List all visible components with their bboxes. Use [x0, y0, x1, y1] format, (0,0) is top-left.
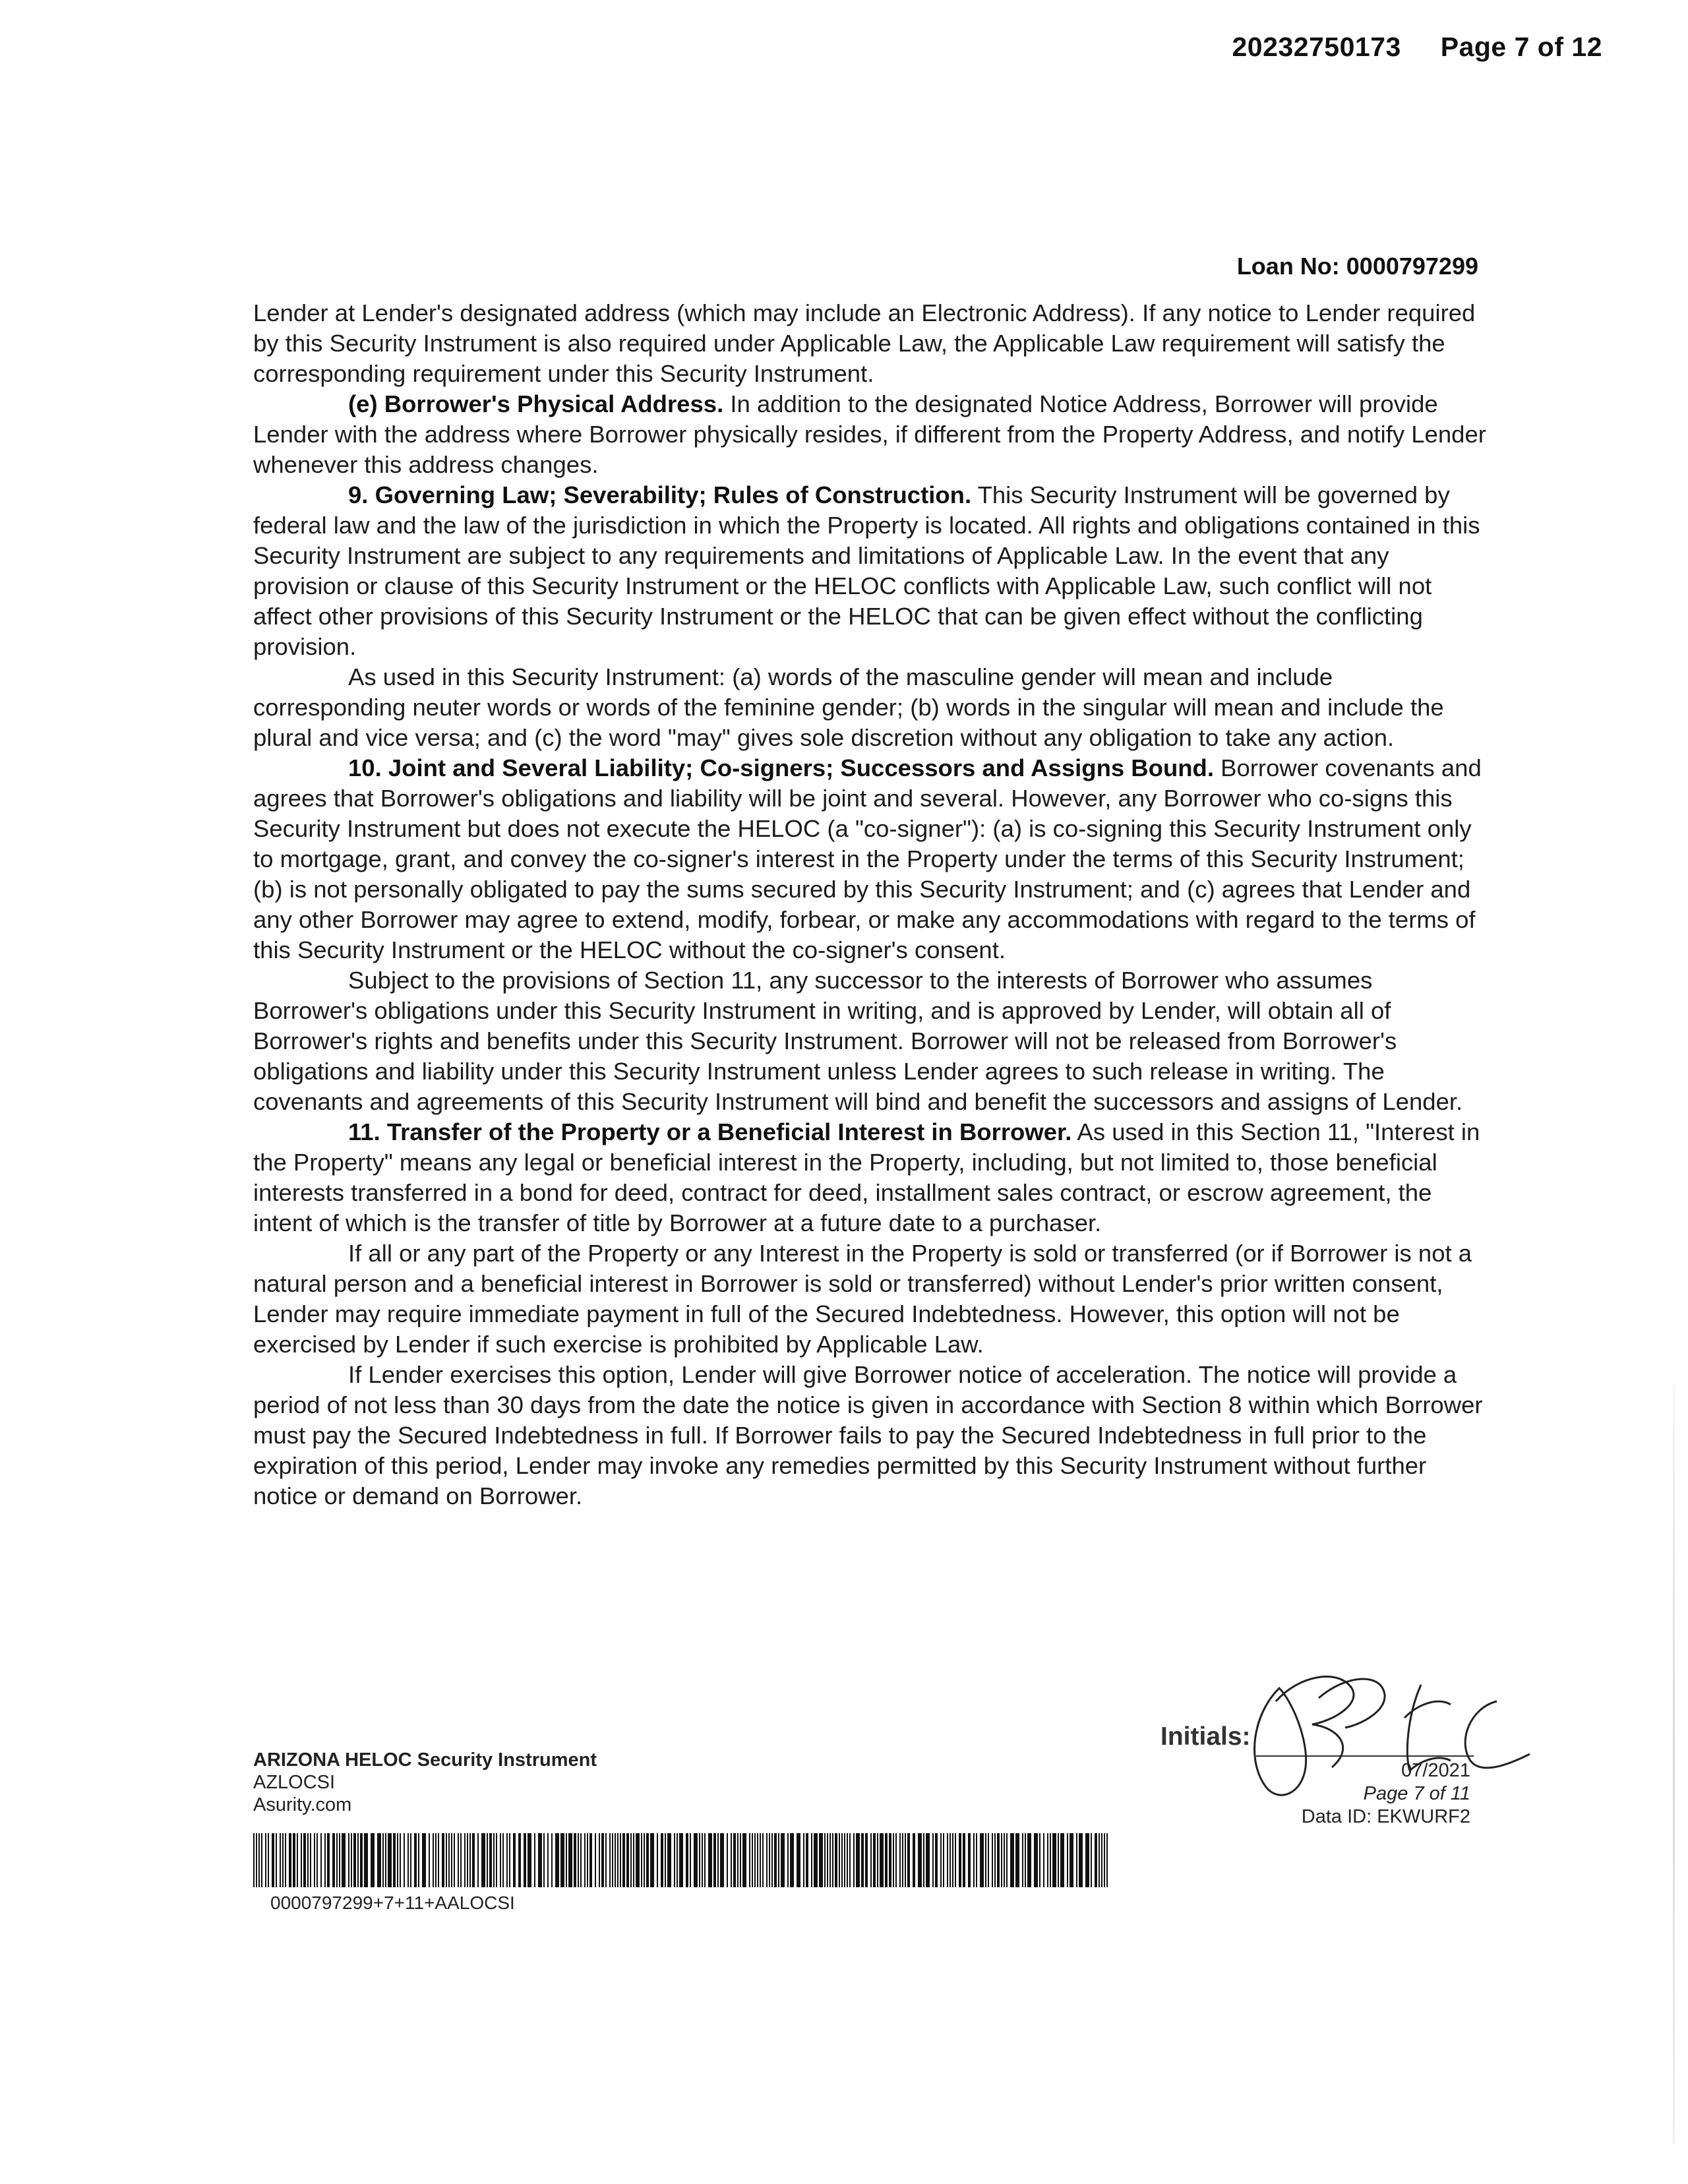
- paragraph-physical-address: [253, 389, 1486, 480]
- paragraph-joint-liability: [253, 753, 1486, 965]
- paragraph-transfer: [253, 1117, 1486, 1238]
- form-code: AZLOCSI: [253, 1772, 336, 1793]
- form-title: ARIZONA HELOC Security Instrument: [253, 1749, 597, 1771]
- document-number: 20232750173: [1232, 32, 1401, 62]
- form-date: 07/2021: [1401, 1760, 1470, 1781]
- section-heading-joint-liability: 10. Joint and Several Liability; Co-signers; Successors and Assigns Bound.: [348, 754, 1214, 781]
- barcode-text: 0000797299+7+11+AALOCSI: [270, 1893, 515, 1913]
- scan-artifact: [1673, 1385, 1675, 2143]
- recording-header: [1232, 32, 1602, 63]
- page-indicator: Page 7 of 12: [1440, 32, 1602, 62]
- form-page-reference: Page 7 of 11: [1363, 1783, 1470, 1804]
- paragraph-text: In addition to the designated Notice Address, Borrower will provide Lender with the address where Borrower physically resides, if different from the Property Address, and notify Lender whenever this address changes.: [253, 390, 1486, 478]
- paragraph-text: Borrower covenants and agrees that Borrower's obligations and liability will be joint and several. However, any Borrower who co-signs this Security Instrument but does not execute the HELOC (a "co-signer"): (a) is co-signing this Security Instrument only to mortgage, grant, and convey the co-signer's interest in the Property under the terms of this Security Instrument; (b) is not personally obligated to pay the sums secured by this Security Instrument; and (c) agrees that Lender and any other Borrower may agree to extend, modify, forbear, or make any accommodations with regard to the terms of this Security Instrument or the HELOC without the co-signer's consent.: [253, 754, 1482, 963]
- paragraph-text: As used in this Section 11, "Interest in the Property" means any legal or beneficial interest in the Property, including, but not limited to, those beneficial interests transferred in a bond for deed, contract for deed, installment sales contract, or escrow agreement, the intent of which is the transfer of title by Borrower at a future date to a purchaser.: [253, 1118, 1480, 1236]
- form-metadata: [1302, 1759, 1470, 1829]
- paragraph-notice-continued: Lender at Lender's designated address (which may include an Electronic Address). If any notice to Lender required by this Security Instrument is also required under Applicable Law, the Applicable Law requirement will satisfy the corresponding requirement under this Security Instrument.: [253, 299, 1476, 387]
- section-heading-governing-law: 9. Governing Law; Severability; Rules of Construction.: [348, 481, 972, 508]
- paragraph-acceleration: If Lender exercises this option, Lender will give Borrower notice of acceleration. The notice will provide a period of not less than 30 days from the date the notice is given in accordance with Section 8 within which Borrower must pay the Secured Indebtedness in full. If Borrower fails to pay the Secured Indebtedness in full prior to the expiration of this period, Lender may invoke any remedies permitted by this Security Instrument without further notice or demand on Borrower.: [253, 1361, 1483, 1509]
- paragraph-construction: As used in this Security Instrument: (a) words of the masculine gender will mean and include corresponding neuter words or words of the feminine gender; (b) words in the singular will mean and include the plural and vice versa; and (c) the word "may" gives sole discretion without any obligation to take any action.: [253, 663, 1444, 751]
- data-id: Data ID: EKWURF2: [1301, 1806, 1470, 1827]
- paragraph-text: This Security Instrument will be governed by federal law and the law of the jurisdiction in which the Property is located. All rights and obligations contained in this Security Instrument are subject to any requirements and limitations of Applicable Law. In the event that any provision or clause of this Security Instrument or the HELOC conflicts with Applicable Law, such conflict will not affect other provisions of this Security Instrument or the HELOC that can be given effect without the conflicting provision.: [253, 481, 1480, 660]
- initials-label: Initials:: [1160, 1722, 1251, 1751]
- paragraph-transfer-consent: If all or any part of the Property or any Interest in the Property is sold or transferred (or if Borrower is not a natural person and a beneficial interest in Borrower is sold or transferred) without Lender's prior written consent, Lender may require immediate payment in full of the Secured Indebtedness. However, this option will not be exercised by Lender if such exercise is prohibited by Applicable Law.: [253, 1240, 1472, 1358]
- paragraph-successors: Subject to the provisions of Section 11, any successor to the interests of Borrower who assumes Borrower's obligations under this Security Instrument in writing, and is approved by Lender, will obtain all of Borrower's rights and benefits under this Security Instrument. Borrower will not be released from Borrower's obligations and liability under this Security Instrument unless Lender agrees to such release in writing. The covenants and agreements of this Security Instrument will bind and benefit the successors and assigns of Lender.: [253, 967, 1463, 1115]
- document-body: [253, 298, 1486, 1511]
- section-heading-physical-address: (e) Borrower's Physical Address.: [348, 390, 724, 417]
- form-footer: [253, 1749, 597, 1816]
- loan-number: Loan No: 0000797299: [1236, 253, 1478, 280]
- barcode-image: [253, 1833, 1110, 1887]
- form-website: Asurity.com: [253, 1794, 352, 1815]
- section-heading-transfer: 11. Transfer of the Property or a Beneficial Interest in Borrower.: [348, 1118, 1072, 1145]
- paragraph-governing-law: [253, 480, 1486, 662]
